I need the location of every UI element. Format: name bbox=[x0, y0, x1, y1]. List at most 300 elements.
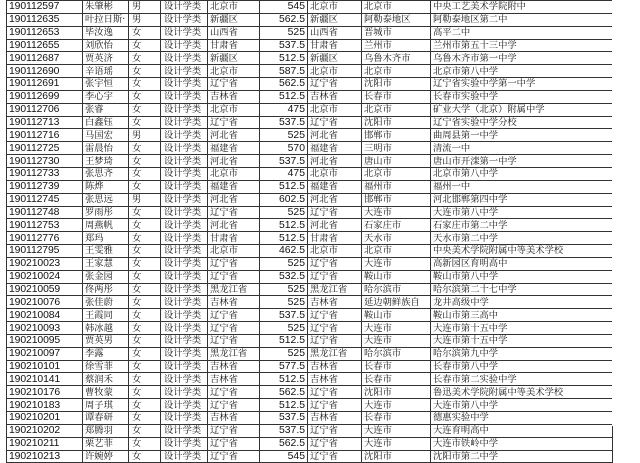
city-cell: 长春市 bbox=[362, 360, 431, 373]
table-row bbox=[7, 103, 613, 116]
gender-cell: 女 bbox=[129, 206, 161, 219]
table-row bbox=[7, 219, 613, 232]
student-id-cell: 190210093 bbox=[7, 322, 83, 335]
school-cell: 鞍山市第八中学 bbox=[431, 270, 613, 283]
city-cell: 沈阳市 bbox=[362, 78, 431, 91]
student-id-cell: 190112655 bbox=[7, 39, 83, 52]
major-cell: 设计学类 bbox=[161, 180, 208, 193]
province-cell: 辽宁省 bbox=[208, 257, 260, 270]
student-id-cell: 190210213 bbox=[7, 450, 83, 463]
student-id-cell: 190210023 bbox=[7, 257, 83, 270]
score-cell: 537.5 bbox=[260, 39, 308, 52]
province-cell: 甘肃省 bbox=[208, 232, 260, 245]
school-cell: 乌鲁木齐市第一中学 bbox=[431, 52, 613, 65]
name-cell: 张佳蔚 bbox=[83, 296, 129, 309]
exam-province-cell: 辽宁省 bbox=[308, 424, 362, 437]
score-cell: 525 bbox=[260, 206, 308, 219]
name-cell: 张宇恒 bbox=[83, 78, 129, 91]
score-cell: 512.5 bbox=[260, 219, 308, 232]
score-cell: 562.5 bbox=[260, 386, 308, 399]
score-cell: 475 bbox=[260, 167, 308, 180]
school-cell: 高平二中 bbox=[431, 26, 613, 39]
table-row bbox=[7, 1, 613, 14]
student-id-cell: 190112706 bbox=[7, 103, 83, 116]
name-cell: 王家慧 bbox=[83, 257, 129, 270]
exam-province-cell: 河北省 bbox=[308, 193, 362, 206]
school-cell: 辽宁省实验中学第一中学 bbox=[431, 78, 613, 91]
city-cell: 大连市 bbox=[362, 399, 431, 412]
major-cell: 设计学类 bbox=[161, 424, 208, 437]
school-cell: 高新园区育明高中 bbox=[431, 257, 613, 270]
major-cell: 设计学类 bbox=[161, 386, 208, 399]
table-row bbox=[7, 52, 613, 65]
province-cell: 吉林省 bbox=[208, 360, 260, 373]
score-cell: 462.5 bbox=[260, 245, 308, 258]
city-cell: 北京市 bbox=[362, 245, 431, 258]
name-cell: 陈烨 bbox=[83, 180, 129, 193]
province-cell: 新疆区 bbox=[208, 13, 260, 26]
student-id-cell: 190112635 bbox=[7, 13, 83, 26]
school-cell: 大连市第十五中学 bbox=[431, 322, 613, 335]
score-cell: 512.5 bbox=[260, 373, 308, 386]
exam-province-cell: 辽宁省 bbox=[308, 334, 362, 347]
exam-province-cell: 辽宁省 bbox=[308, 270, 362, 283]
table-row bbox=[7, 13, 613, 26]
major-cell: 设计学类 bbox=[161, 206, 208, 219]
page-margin bbox=[612, 0, 640, 426]
score-cell: 562.5 bbox=[260, 78, 308, 91]
student-id-cell: 190210201 bbox=[7, 412, 83, 425]
exam-province-cell: 河北省 bbox=[308, 155, 362, 168]
city-cell: 沈阳市 bbox=[362, 386, 431, 399]
city-cell: 乌鲁木齐市 bbox=[362, 52, 431, 65]
gender-cell: 男 bbox=[129, 1, 161, 14]
city-cell: 福州市 bbox=[362, 180, 431, 193]
table-row bbox=[7, 437, 613, 450]
school-cell: 长春市第二实验中学 bbox=[431, 373, 613, 386]
score-cell: 587.5 bbox=[260, 65, 308, 78]
gender-cell: 女 bbox=[129, 65, 161, 78]
school-cell: 阿勒泰地区第二中 bbox=[431, 13, 613, 26]
score-cell: 570 bbox=[260, 142, 308, 155]
major-cell: 设计学类 bbox=[161, 322, 208, 335]
gender-cell: 女 bbox=[129, 309, 161, 322]
gender-cell: 女 bbox=[129, 334, 161, 347]
table-row bbox=[7, 270, 613, 283]
score-cell: 577.5 bbox=[260, 360, 308, 373]
city-cell: 北京市 bbox=[362, 1, 431, 14]
city-cell: 大连市 bbox=[362, 257, 431, 270]
school-cell: 沈阳市第二中学 bbox=[431, 450, 613, 463]
major-cell: 设计学类 bbox=[161, 1, 208, 14]
table-row bbox=[7, 412, 613, 425]
table-row bbox=[7, 399, 613, 412]
score-cell: 525 bbox=[260, 347, 308, 360]
table-row bbox=[7, 257, 613, 270]
exam-province-cell: 辽宁省 bbox=[308, 78, 362, 91]
name-cell: 贾英男 bbox=[83, 334, 129, 347]
exam-province-cell: 黑龙江省 bbox=[308, 347, 362, 360]
city-cell: 邯郸市 bbox=[362, 193, 431, 206]
gender-cell: 女 bbox=[129, 283, 161, 296]
student-id-cell: 190112716 bbox=[7, 129, 83, 142]
city-cell: 唐山市 bbox=[362, 155, 431, 168]
exam-province-cell: 吉林省 bbox=[308, 412, 362, 425]
table-row bbox=[7, 193, 613, 206]
score-cell: 512.5 bbox=[260, 90, 308, 103]
exam-province-cell: 吉林省 bbox=[308, 360, 362, 373]
major-cell: 设计学类 bbox=[161, 39, 208, 52]
name-cell: 王雯雅 bbox=[83, 245, 129, 258]
major-cell: 设计学类 bbox=[161, 103, 208, 116]
table-body bbox=[7, 1, 613, 463]
name-cell: 佟两彤 bbox=[83, 283, 129, 296]
gender-cell: 女 bbox=[129, 399, 161, 412]
name-cell: 叶拉日斯· bbox=[83, 13, 129, 26]
major-cell: 设计学类 bbox=[161, 437, 208, 450]
province-cell: 辽宁省 bbox=[208, 450, 260, 463]
city-cell: 延边朝鲜族自 bbox=[362, 296, 431, 309]
city-cell: 阿勒泰地区 bbox=[362, 13, 431, 26]
major-cell: 设计学类 bbox=[161, 245, 208, 258]
gender-cell: 女 bbox=[129, 245, 161, 258]
student-id-cell: 190210176 bbox=[7, 386, 83, 399]
city-cell: 哈尔滨市 bbox=[362, 283, 431, 296]
province-cell: 辽宁省 bbox=[208, 399, 260, 412]
gender-cell: 女 bbox=[129, 116, 161, 129]
score-cell: 512.5 bbox=[260, 180, 308, 193]
province-cell: 新疆区 bbox=[208, 52, 260, 65]
city-cell: 沈阳市 bbox=[362, 116, 431, 129]
gender-cell: 女 bbox=[129, 155, 161, 168]
school-cell: 大连市第八中学 bbox=[431, 206, 613, 219]
exam-province-cell: 辽宁省 bbox=[308, 399, 362, 412]
province-cell: 辽宁省 bbox=[208, 270, 260, 283]
gender-cell: 女 bbox=[129, 424, 161, 437]
province-cell: 福建省 bbox=[208, 180, 260, 193]
province-cell: 辽宁省 bbox=[208, 206, 260, 219]
table-row bbox=[7, 424, 613, 437]
student-id-cell: 190210084 bbox=[7, 309, 83, 322]
school-cell: 辽宁省实验中学分校 bbox=[431, 116, 613, 129]
score-cell: 537.5 bbox=[260, 116, 308, 129]
name-cell: 蔡润禾 bbox=[83, 373, 129, 386]
major-cell: 设计学类 bbox=[161, 399, 208, 412]
city-cell: 大连市 bbox=[362, 334, 431, 347]
student-id-cell: 190210101 bbox=[7, 360, 83, 373]
school-cell: 大连市第八中学 bbox=[431, 399, 613, 412]
name-cell: 辛语瑶 bbox=[83, 65, 129, 78]
gender-cell: 女 bbox=[129, 232, 161, 245]
province-cell: 北京市 bbox=[208, 103, 260, 116]
name-cell: 徐雪菲 bbox=[83, 360, 129, 373]
table-row bbox=[7, 26, 613, 39]
table-row bbox=[7, 386, 613, 399]
exam-province-cell: 福建省 bbox=[308, 142, 362, 155]
province-cell: 河北省 bbox=[208, 219, 260, 232]
name-cell: 曹牧蒙 bbox=[83, 386, 129, 399]
table-row bbox=[7, 78, 613, 91]
student-id-cell: 190112653 bbox=[7, 26, 83, 39]
school-cell: 哈尔滨第二十七中学 bbox=[431, 283, 613, 296]
score-cell: 525 bbox=[260, 283, 308, 296]
province-cell: 黑龙江省 bbox=[208, 283, 260, 296]
school-cell: 唐山市开滦第一中学 bbox=[431, 155, 613, 168]
city-cell: 北京市 bbox=[362, 103, 431, 116]
school-cell: 天水市第二中学 bbox=[431, 232, 613, 245]
table-row bbox=[7, 296, 613, 309]
province-cell: 河北省 bbox=[208, 129, 260, 142]
gender-cell: 女 bbox=[129, 26, 161, 39]
score-cell: 512.5 bbox=[260, 399, 308, 412]
name-cell: 张金园 bbox=[83, 270, 129, 283]
name-cell: 白鑫钰 bbox=[83, 116, 129, 129]
table-row bbox=[7, 142, 613, 155]
exam-province-cell: 辽宁省 bbox=[308, 309, 362, 322]
city-cell: 长春市 bbox=[362, 90, 431, 103]
gender-cell: 女 bbox=[129, 360, 161, 373]
school-cell: 清流一中 bbox=[431, 142, 613, 155]
school-cell: 鞍山市第三高中 bbox=[431, 309, 613, 322]
name-cell: 郑玛 bbox=[83, 232, 129, 245]
exam-province-cell: 辽宁省 bbox=[308, 206, 362, 219]
city-cell: 沈阳市 bbox=[362, 450, 431, 463]
table-row bbox=[7, 180, 613, 193]
table-row bbox=[7, 232, 613, 245]
score-cell: 537.5 bbox=[260, 155, 308, 168]
student-id-cell: 190210076 bbox=[7, 296, 83, 309]
major-cell: 设计学类 bbox=[161, 219, 208, 232]
province-cell: 北京市 bbox=[208, 1, 260, 14]
major-cell: 设计学类 bbox=[161, 257, 208, 270]
city-cell: 大连市 bbox=[362, 206, 431, 219]
school-cell: 北京市第八中学 bbox=[431, 167, 613, 180]
table-row bbox=[7, 116, 613, 129]
name-cell: 张睿 bbox=[83, 103, 129, 116]
table-row bbox=[7, 39, 613, 52]
exam-province-cell: 北京市 bbox=[308, 1, 362, 14]
major-cell: 设计学类 bbox=[161, 360, 208, 373]
score-cell: 537.5 bbox=[260, 424, 308, 437]
school-cell: 德惠实验中学 bbox=[431, 412, 613, 425]
city-cell: 大连市 bbox=[362, 322, 431, 335]
exam-province-cell: 福建省 bbox=[308, 180, 362, 193]
city-cell: 大连市 bbox=[362, 424, 431, 437]
gender-cell: 女 bbox=[129, 450, 161, 463]
gender-cell: 男 bbox=[129, 129, 161, 142]
table-row bbox=[7, 206, 613, 219]
major-cell: 设计学类 bbox=[161, 155, 208, 168]
exam-province-cell: 河北省 bbox=[308, 219, 362, 232]
major-cell: 设计学类 bbox=[161, 52, 208, 65]
major-cell: 设计学类 bbox=[161, 116, 208, 129]
table-row bbox=[7, 283, 613, 296]
school-cell: 矿业大学（北京）附属中学 bbox=[431, 103, 613, 116]
gender-cell: 女 bbox=[129, 437, 161, 450]
city-cell: 天水市 bbox=[362, 232, 431, 245]
province-cell: 辽宁省 bbox=[208, 322, 260, 335]
table-row bbox=[7, 65, 613, 78]
school-cell: 长春市实验中学 bbox=[431, 90, 613, 103]
table-row bbox=[7, 129, 613, 142]
city-cell: 石家庄市 bbox=[362, 219, 431, 232]
province-cell: 福建省 bbox=[208, 142, 260, 155]
major-cell: 设计学类 bbox=[161, 296, 208, 309]
name-cell: 许婉婷 bbox=[83, 450, 129, 463]
score-cell: 525 bbox=[260, 26, 308, 39]
student-id-cell: 190210202 bbox=[7, 424, 83, 437]
score-cell: 525 bbox=[260, 322, 308, 335]
exam-province-cell: 甘肃省 bbox=[308, 39, 362, 52]
exam-province-cell: 辽宁省 bbox=[308, 450, 362, 463]
province-cell: 北京市 bbox=[208, 245, 260, 258]
score-cell: 562.5 bbox=[260, 13, 308, 26]
gender-cell: 女 bbox=[129, 386, 161, 399]
gender-cell: 女 bbox=[129, 142, 161, 155]
city-cell: 哈尔滨市 bbox=[362, 347, 431, 360]
exam-province-cell: 辽宁省 bbox=[308, 322, 362, 335]
major-cell: 设计学类 bbox=[161, 309, 208, 322]
student-id-cell: 190210024 bbox=[7, 270, 83, 283]
gender-cell: 女 bbox=[129, 322, 161, 335]
table-row bbox=[7, 309, 613, 322]
city-cell: 鞍山市 bbox=[362, 270, 431, 283]
table-row bbox=[7, 155, 613, 168]
student-id-cell: 190112713 bbox=[7, 116, 83, 129]
name-cell: 王梦琦 bbox=[83, 155, 129, 168]
major-cell: 设计学类 bbox=[161, 334, 208, 347]
province-cell: 辽宁省 bbox=[208, 78, 260, 91]
score-cell: 512.5 bbox=[260, 232, 308, 245]
name-cell: 贾英济 bbox=[83, 52, 129, 65]
table-row bbox=[7, 167, 613, 180]
gender-cell: 女 bbox=[129, 39, 161, 52]
city-cell: 长春市 bbox=[362, 412, 431, 425]
table-row bbox=[7, 334, 613, 347]
major-cell: 设计学类 bbox=[161, 13, 208, 26]
exam-province-cell: 辽宁省 bbox=[308, 386, 362, 399]
city-cell: 三明市 bbox=[362, 142, 431, 155]
name-cell: 谭春研 bbox=[83, 412, 129, 425]
major-cell: 设计学类 bbox=[161, 450, 208, 463]
city-cell: 晋城市 bbox=[362, 26, 431, 39]
city-cell: 邯郸市 bbox=[362, 129, 431, 142]
exam-province-cell: 新疆区 bbox=[308, 52, 362, 65]
score-cell: 475 bbox=[260, 103, 308, 116]
student-id-cell: 190112690 bbox=[7, 65, 83, 78]
school-cell: 鲁迅美术学院附属中等美术学校 bbox=[431, 386, 613, 399]
school-cell: 大连育明高中 bbox=[431, 424, 613, 437]
score-cell: 525 bbox=[260, 129, 308, 142]
exam-province-cell: 山西省 bbox=[308, 26, 362, 39]
score-cell: 537.5 bbox=[260, 309, 308, 322]
province-cell: 吉林省 bbox=[208, 296, 260, 309]
school-cell: 哈尔滨第九中学 bbox=[431, 347, 613, 360]
student-id-cell: 190112597 bbox=[7, 1, 83, 14]
student-id-cell: 190112691 bbox=[7, 78, 83, 91]
gender-cell: 女 bbox=[129, 180, 161, 193]
score-cell: 525 bbox=[260, 296, 308, 309]
gender-cell: 女 bbox=[129, 167, 161, 180]
name-cell: 栗艺菲 bbox=[83, 437, 129, 450]
student-id-cell: 190112687 bbox=[7, 52, 83, 65]
major-cell: 设计学类 bbox=[161, 65, 208, 78]
province-cell: 吉林省 bbox=[208, 373, 260, 386]
province-cell: 河北省 bbox=[208, 155, 260, 168]
name-cell: 王霞同 bbox=[83, 309, 129, 322]
school-cell: 中央美术学院附属中等美术学校 bbox=[431, 245, 613, 258]
name-cell: 朱肇彬 bbox=[83, 1, 129, 14]
major-cell: 设计学类 bbox=[161, 283, 208, 296]
exam-province-cell: 吉林省 bbox=[308, 373, 362, 386]
gender-cell: 女 bbox=[129, 103, 161, 116]
province-cell: 辽宁省 bbox=[208, 424, 260, 437]
major-cell: 设计学类 bbox=[161, 90, 208, 103]
city-cell: 长春市 bbox=[362, 373, 431, 386]
city-cell: 北京市 bbox=[362, 167, 431, 180]
student-id-cell: 190112753 bbox=[7, 219, 83, 232]
province-cell: 甘肃省 bbox=[208, 39, 260, 52]
name-cell: 刘欣怡 bbox=[83, 39, 129, 52]
gender-cell: 男 bbox=[129, 193, 161, 206]
major-cell: 设计学类 bbox=[161, 129, 208, 142]
gender-cell: 女 bbox=[129, 78, 161, 91]
province-cell: 辽宁省 bbox=[208, 116, 260, 129]
score-cell: 562.5 bbox=[260, 437, 308, 450]
exam-province-cell: 黑龙江省 bbox=[308, 283, 362, 296]
school-cell: 河北邯郸第四中学 bbox=[431, 193, 613, 206]
name-cell: 张思齐 bbox=[83, 167, 129, 180]
student-id-cell: 190210141 bbox=[7, 373, 83, 386]
student-id-cell: 190112730 bbox=[7, 155, 83, 168]
exam-province-cell: 辽宁省 bbox=[308, 437, 362, 450]
school-cell: 兰州市第五十三中学 bbox=[431, 39, 613, 52]
table-row bbox=[7, 347, 613, 360]
school-cell: 长春市第八中学 bbox=[431, 360, 613, 373]
province-cell: 河北省 bbox=[208, 193, 260, 206]
exam-province-cell: 辽宁省 bbox=[308, 257, 362, 270]
table-row bbox=[7, 90, 613, 103]
table-row bbox=[7, 360, 613, 373]
score-cell: 525 bbox=[260, 257, 308, 270]
name-cell: 周燕帆 bbox=[83, 219, 129, 232]
score-cell: 537.5 bbox=[260, 412, 308, 425]
major-cell: 设计学类 bbox=[161, 78, 208, 91]
exam-province-cell: 甘肃省 bbox=[308, 232, 362, 245]
major-cell: 设计学类 bbox=[161, 142, 208, 155]
gender-cell: 女 bbox=[129, 52, 161, 65]
province-cell: 北京市 bbox=[208, 167, 260, 180]
student-id-cell: 190210095 bbox=[7, 334, 83, 347]
table-row bbox=[7, 322, 613, 335]
score-cell: 532.5 bbox=[260, 270, 308, 283]
table-row bbox=[7, 245, 613, 258]
exam-province-cell: 新疆区 bbox=[308, 13, 362, 26]
city-cell: 北京市 bbox=[362, 65, 431, 78]
major-cell: 设计学类 bbox=[161, 373, 208, 386]
exam-province-cell: 河北省 bbox=[308, 129, 362, 142]
student-id-cell: 190112776 bbox=[7, 232, 83, 245]
city-cell: 鞍山市 bbox=[362, 309, 431, 322]
exam-province-cell: 北京市 bbox=[308, 65, 362, 78]
school-cell: 中央工艺美术学院附中 bbox=[431, 1, 613, 14]
name-cell: 罗雨彤 bbox=[83, 206, 129, 219]
gender-cell: 男 bbox=[129, 13, 161, 26]
gender-cell: 女 bbox=[129, 412, 161, 425]
province-cell: 吉林省 bbox=[208, 90, 260, 103]
school-cell: 石家庄市第二中学 bbox=[431, 219, 613, 232]
student-id-cell: 190112699 bbox=[7, 90, 83, 103]
